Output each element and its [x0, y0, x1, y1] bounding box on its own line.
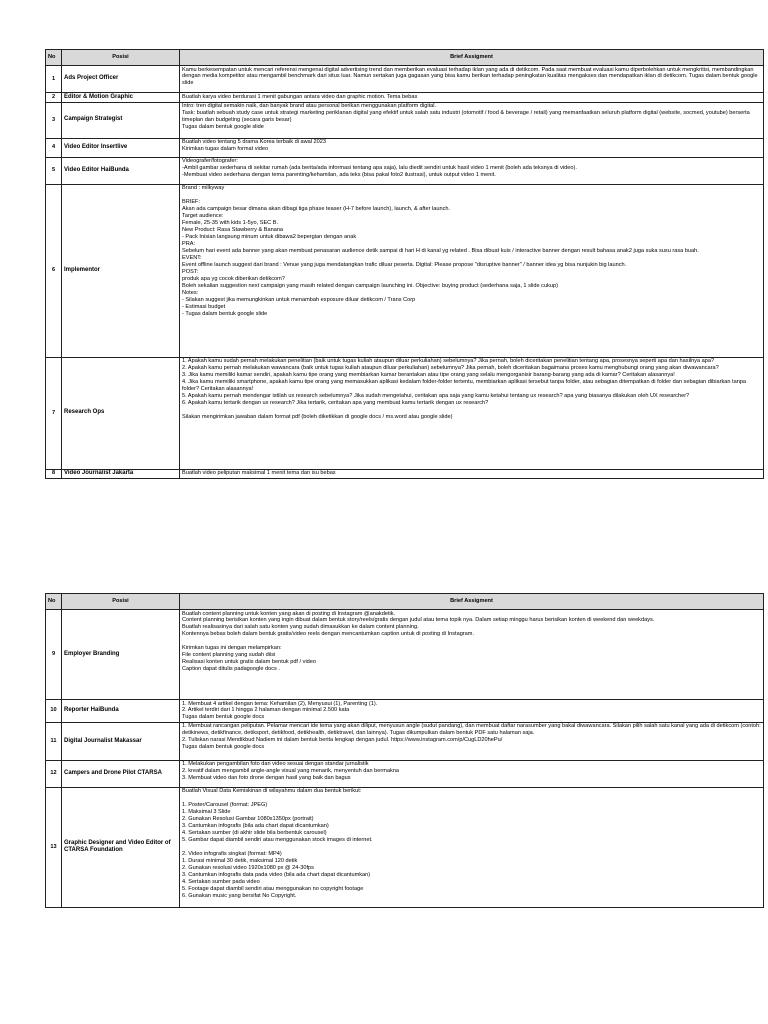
table-row	[46, 138, 764, 157]
header-no: No	[46, 594, 62, 610]
table-row	[46, 184, 764, 357]
row-number: 3	[46, 102, 62, 138]
table-row	[46, 787, 764, 907]
row-position: Ads Project Officer	[62, 66, 180, 93]
header-posisi: Posisi	[62, 50, 180, 66]
row-number: 13	[46, 787, 62, 907]
row-number: 9	[46, 610, 62, 700]
header-posisi: Posisi	[62, 594, 180, 610]
row-brief: 1. Apakah kamu sudah pernah melakukan penelitian (baik untuk tugas kuliah ataupun diluar perkuliahan) sebelumnya? Jika pernah, boleh diceritakan penelitian tentang apa, prosesnya seperti apa dan hasilnya apa? 2. Apakah kamu pernah melakukan wawancara (baik untuk tugas kuliah ataupun diluar perkuliahan) sebelumnya? Jika pernah, boleh diceritakan bagaimana proses kamu menghubungi orang yang akan diwawancara? 3. Jika kamu memiliki kamar sendiri, apakah kamu tipe orang yang membiarkan kamar berantakan atau tipe orang yang selalu mengorganisir barang-barang yang ada di kamar? Ceritakan alasannya! 4. Jika kamu memiliki smartphone, apakah kamu tipe orang yang memasukkan aplikasi kedalam folder-folder tertentu, membiarkan aplikasi tersebut tanpa folder, atau sebagian ditempatkan di folder dan sebagian dibiarkan tanpa folder? Ceritakan alasannya! 5. Apakah kamu pernah mendengar istilah ux research sebelumnya? Jika sudah mengetahui, ceritakan apa saja yang kamu ketahui tentang ux research? apa yang biasanya dilakukan oleh UX researcher? 6. Apakah kamu tertarik dengan ux research? Jika tertarik, ceritakan apa yang membuat kamu tertarik dengan ux research? Silakan mengirimkan jawaban dalam format pdf (boleh diketikkan di google docs / ms.word atau google slide)	[180, 357, 764, 469]
table-header-row	[46, 50, 764, 66]
header-brief: Brief Assigment	[180, 594, 764, 610]
row-number: 4	[46, 138, 62, 157]
table-row	[46, 469, 764, 479]
table-row	[46, 760, 764, 787]
row-number: 11	[46, 722, 62, 760]
row-brief: Buatlah video tentang 5 drama Korea terbaik di awal 2023 Kirimkan tugas dalam format video	[180, 138, 764, 157]
row-number: 7	[46, 357, 62, 469]
row-number: 2	[46, 93, 62, 103]
row-position: Campaign Strategist	[62, 102, 180, 138]
table-row	[46, 700, 764, 723]
row-position: Video Editor HaiBunda	[62, 157, 180, 184]
row-number: 5	[46, 157, 62, 184]
row-position: Implementor	[62, 184, 180, 357]
row-brief: Kamu berkesempatan untuk mencari referensi mengenai digital advertising trend dan memberikan evaluasi terhadap iklan yang ada di detikcom. Pada saat membuat evaluasi kamu diperbolehkan untuk mengkritisi, membandingkan dengan media kompetitor atau mengambil benchmark dari situs luar. Namun sertakan juga gagasan yang bisa kamu berikan terhadap peningkatan kualitas mengakses dan mendapatkan iklan di detikcom. Tugas dalam bentuk google slide	[180, 66, 764, 93]
assignment-table-1	[45, 49, 764, 479]
row-brief: 1. Membuat 4 artikel dengan tema: Kehamilan (2), Menyusui (1), Parenting (1). 2. Artikel terdiri dari 1 hingga 2 halaman dengan minimal 2.500 kata Tugas dalam bentuk google docs	[180, 700, 764, 723]
row-brief: Buatlah video peliputan maksimal 1 menit tema dan isu bebas	[180, 469, 764, 479]
table-row	[46, 157, 764, 184]
row-position: Graphic Designer and Video Editor of CTARSA Foundation	[62, 787, 180, 907]
header-brief: Brief Assigment	[180, 50, 764, 66]
row-number: 6	[46, 184, 62, 357]
row-brief: Buatlah Visual Data Kemiskinan di wilayahmu dalam dua bentuk berikut: 1. Poster/Carousel (format: JPEG) 1. Maksimal 3 Slide 2. Gunakan Resolusi Gambar 1080x1350px (portrait) 3. Cantumkan infografis (bila ada chart dapat dicantumkan) 4. Sertakan sumber (di akhir slide bila berbentuk carousel) 5. Gambar dapat diambil sendiri atau menggunakan stock images di internet. 2. Video infografis singkat (format: MP4) 1. Durasi minimal 30 detik, maksimal 120 detik 2. Gunakan resolusi video 1920x1080 px @ 24-30fps 3. Cantumkan infografis data pada video (bila ada chart dapat dicantumkan) 4. Sertakan sumber pada video 5. Footage dapat diambil sendiri atau menggunakan no copyright footage 6. Gunakan music yang bersifat No Copyright.	[180, 787, 764, 907]
table-row	[46, 722, 764, 760]
row-position: Employer Branding	[62, 610, 180, 700]
table-row	[46, 610, 764, 700]
table-row	[46, 102, 764, 138]
row-brief: Buatlah karya video berdurasi 1 menit gabungan antara video dan graphic motion. Tema bebas	[180, 93, 764, 103]
row-position: Research Ops	[62, 357, 180, 469]
assignment-table-2	[45, 593, 764, 908]
table-row	[46, 66, 764, 93]
table-header-row	[46, 594, 764, 610]
row-brief: 1. Membuat rancangan peliputan. Pelamar mencari ide tema yang akan diliput, menyusun angle (sudut pandang), dan membuat daftar narasumber yang bakal diwawancara. Silakan pilih salah satu kanal yang ada di detikcom (contoh: detikinews, detikfinance, detiksport, detikfood, detikhealth, detiktravel, dan lainnya). Tugas dikumpulkan dalam bentuk PDF satu halaman saja. 2. Tuliskan narasi Mendikbud Nadiem ini dalam bentuk berita lengkap dengan judul. https://www.instagram.com/p/CugLD20hePu/ Tugas dalam bentuk google docs	[180, 722, 764, 760]
row-number: 12	[46, 760, 62, 787]
table-row	[46, 357, 764, 469]
header-no: No	[46, 50, 62, 66]
row-position: Digital Journalist Makassar	[62, 722, 180, 760]
row-position: Editor & Motion Graphic	[62, 93, 180, 103]
row-position: Campers and Drone Pilot CTARSA	[62, 760, 180, 787]
row-number: 10	[46, 700, 62, 723]
row-brief: 1. Melakukan pengambilan foto dan video sesuai dengan standar jurnalistik 2. kreatif dalam mengambil angle-angle visual yang menarik, menyentuh dan bermakna 3. Membuat video dan foto drone dengan hasil yang baik dan bagus	[180, 760, 764, 787]
row-brief: Videografer/fotografer: -Ambil gambar sederhana di sekitar rumah (ada berita/ada informasi tentang apa saja), lalu diedit sendiri untuk hasil video 1 menit (boleh ada teksnya di video). -Membuat video sederhana dengan tema parenting/kehamilan, ada teks (bisa pakai foto2 ilustrasi), untuk output video 1 menit.	[180, 157, 764, 184]
table-row	[46, 93, 764, 103]
row-position: Video Editor Insertlive	[62, 138, 180, 157]
row-brief: Buatlah content planning untuk konten yang akan di posting di Instagram @anakdetik. Content planning berisikan konten yang ingin dibuat dalam bentuk story/reels/gratis dengan judul atau tema topik nya. Dalam setiap minggu harus berisikan konten di weekend dan weekdays. Buatlah realisasinya dari salah satu konten yang sudah dimasukkan ke dalam content planning. Kontennya bebas boleh dalam bentuk gratis/video reels dengan mencantumkan caption untuk di posting di Instagram. Kirimkan tugas ini dengan melampirkan: File content planning yang sudah diisi Realisasi konten untuk gratis dalam bentuk pdf / video Caption dapat ditulis padagoogle docs .	[180, 610, 764, 700]
row-brief: Intro: tren digital semakin naik, dan banyak brand atau personal berikan menggunakan platform digital. Task: buatlah sebuah study case untuk strategi marketing periklanan digital yang efektif untuk salah satu industri (otomotif / food & beverage / retail) yang memanfaatkan seluruh platform digital (website, socmed, youtube) berserta timeplan dan budgeting (secara garis besar) Tugas dalam bentuk google slide	[180, 102, 764, 138]
row-position: Reporter HaiBunda	[62, 700, 180, 723]
row-position: Video Journalist Jakarta	[62, 469, 180, 479]
row-number: 1	[46, 66, 62, 93]
row-number: 8	[46, 469, 62, 479]
row-brief: Brand : milkyway BRIEF: Akan ada campaign besar dimana akan dibagi tiga phase teaser (H-7 before launch), launch, & after launch. Target audience: Female, 25-35 with kids 1-5yo, SEC B. New Product: Rasa Stawberry & Banana - Pack Inisian langsung minum untuk dibawa2 bepergian dengan anak PRA: Sebelum hari event ada banner yang akan membuat penasaran audience detik sampai di hari H di kanal yg related . Bisa dibuat kuis / interactive banner dengan result bahasa anak2 juga suka susu rasa buah. EVENT: Event offline launch suggest dari brand : Venue yang juga mendatangkan trafic diluar peserta. Digital: Please propose "disruptive banner" / banner idea yg bisa nunjukin big launch. POST: produk apa yg cocok diberikan detikcom? Boleh sekalian suggestion next campaign yang masih related dengan campaign launching ini. Objective: buying product (sederhana saja, 1 slide cukup) Notes: - Silakan suggest jika memungkinkan untuk menambah exposure diluar detikcom / Trans Corp - Estimasi budget - Tugas dalam bentuk google slide	[180, 184, 764, 357]
